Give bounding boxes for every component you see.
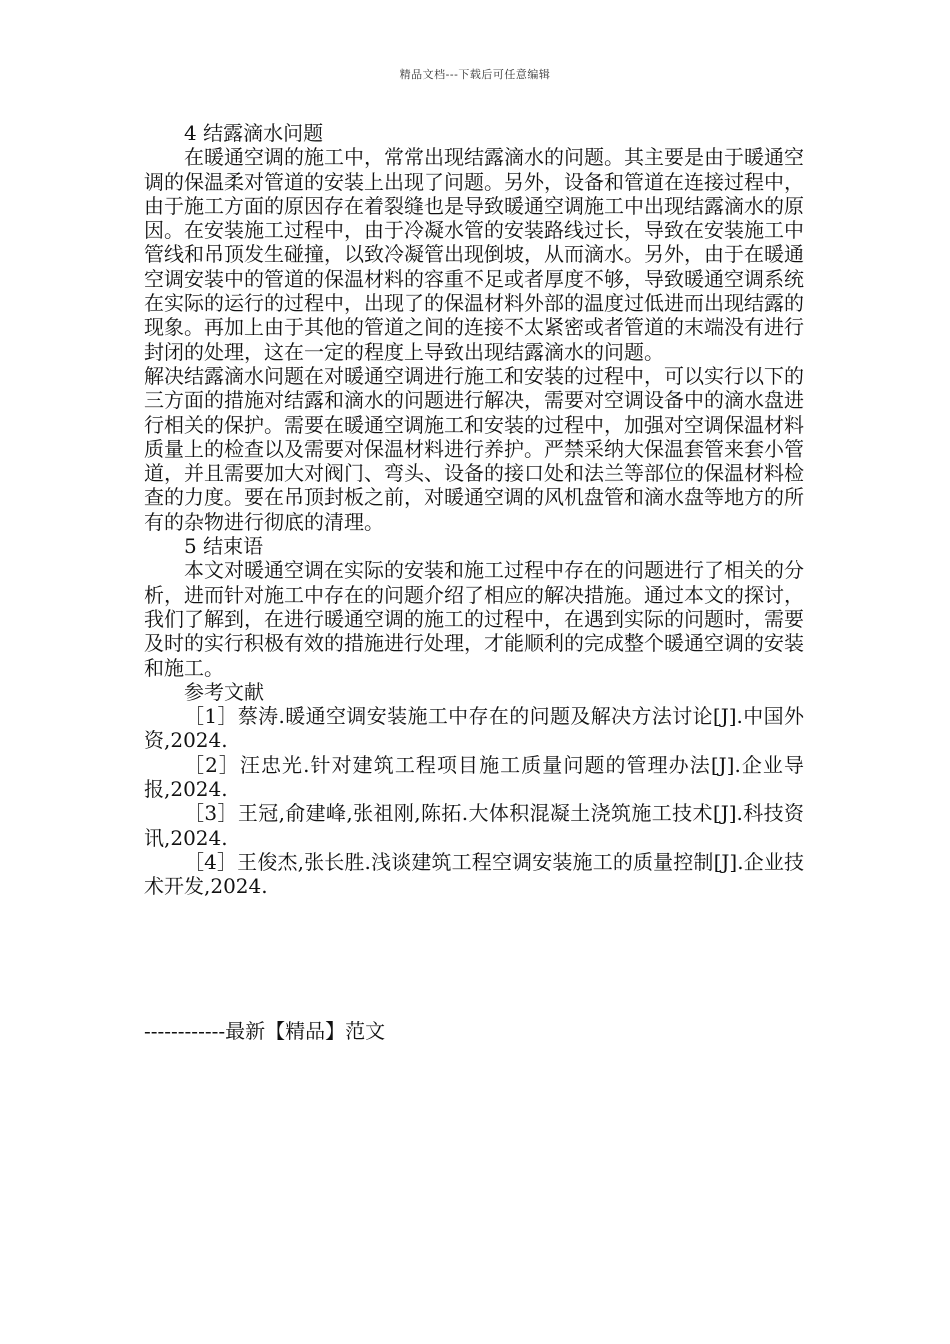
- reference-item-2: ［2］汪忠光.针对建筑工程项目施工质量问题的管理办法[J].企业导报,2024.: [144, 752, 804, 802]
- section-4-paragraph-1: 在暖通空调的施工中，常常出现结露滴水的问题。其主要是由于暖通空调的保温柔对管道的安装上出现了问题。另外，设备和管道在连接过程中，由于施工方面的原因存在着裂缝也是导致暖通空调施工中出现结露滴水的原因。在安装施工过程中，由于冷凝水管的安装路线过长，导致在安装施工中管线和吊顶发生碰撞，以致冷凝管出现倒坡，从而滴水。另外，由于在暖通空调安装中的管道的保温材料的容重不足或者厚度不够，导致暖通空调系统在实际的运行的过程中，出现了的保温材料外部的温度过低进而出现结露的现象。再加上由于其他的管道之间的连接不太紧密或者管道的末端没有进行封闭的处理，这在一定的程度上导致出现结露滴水的问题。: [144, 145, 804, 364]
- reference-item-3: ［3］王冠,俞建峰,张祖刚,陈拓.大体积混凝土浇筑施工技术[J].科技资讯,2024.: [144, 801, 804, 850]
- document-body: [144, 121, 804, 899]
- page-footer: ------------最新【精品】范文: [144, 1019, 386, 1043]
- section-5-paragraph: 本文对暖通空调在实际的安装和施工过程中存在的问题进行了相关的分析，进而针对施工中存在的问题介绍了相应的解决措施。通过本文的探讨，我们了解到，在进行暖通空调的施工的过程中，在遇到实际的问题时，需要及时的实行积极有效的措施进行处理，才能顺利的完成整个暖通空调的安装和施工。: [144, 558, 804, 680]
- reference-item-4: ［4］王俊杰,张长胜.浅谈建筑工程空调安装施工的质量控制[J].企业技术开发,2024.: [144, 849, 804, 899]
- references-heading: 参考文献: [184, 679, 264, 704]
- section-5-heading: 5 结束语: [184, 534, 264, 559]
- section-4-paragraph-2: 解决结露滴水问题在对暖通空调进行施工和安装的过程中，可以实行以下的三方面的措施对结露和滴水的问题进行解决，需要对空调设备中的滴水盘进行相关的保护。需要在暖通空调施工和安装的过程中，加强对空调保温材料质量上的检查以及需要对保温材料进行养护。严禁采纳大保温套管来套小管道，并且需要加大对阀门、弯头、设备的接口处和法兰等部位的保温材料检查的力度。要在吊顶封板之前，对暖通空调的风机盘管和滴水盘等地方的所有的杂物进行彻底的清理。: [144, 363, 804, 534]
- page-header: 精品文档---下载后可任意编辑: [399, 68, 551, 81]
- reference-item-1: ［1］蔡涛.暖通空调安装施工中存在的问题及解决方法讨论[J].中国外资,2024.: [144, 704, 804, 753]
- section-4-heading: 4 结露滴水问题: [184, 121, 324, 145]
